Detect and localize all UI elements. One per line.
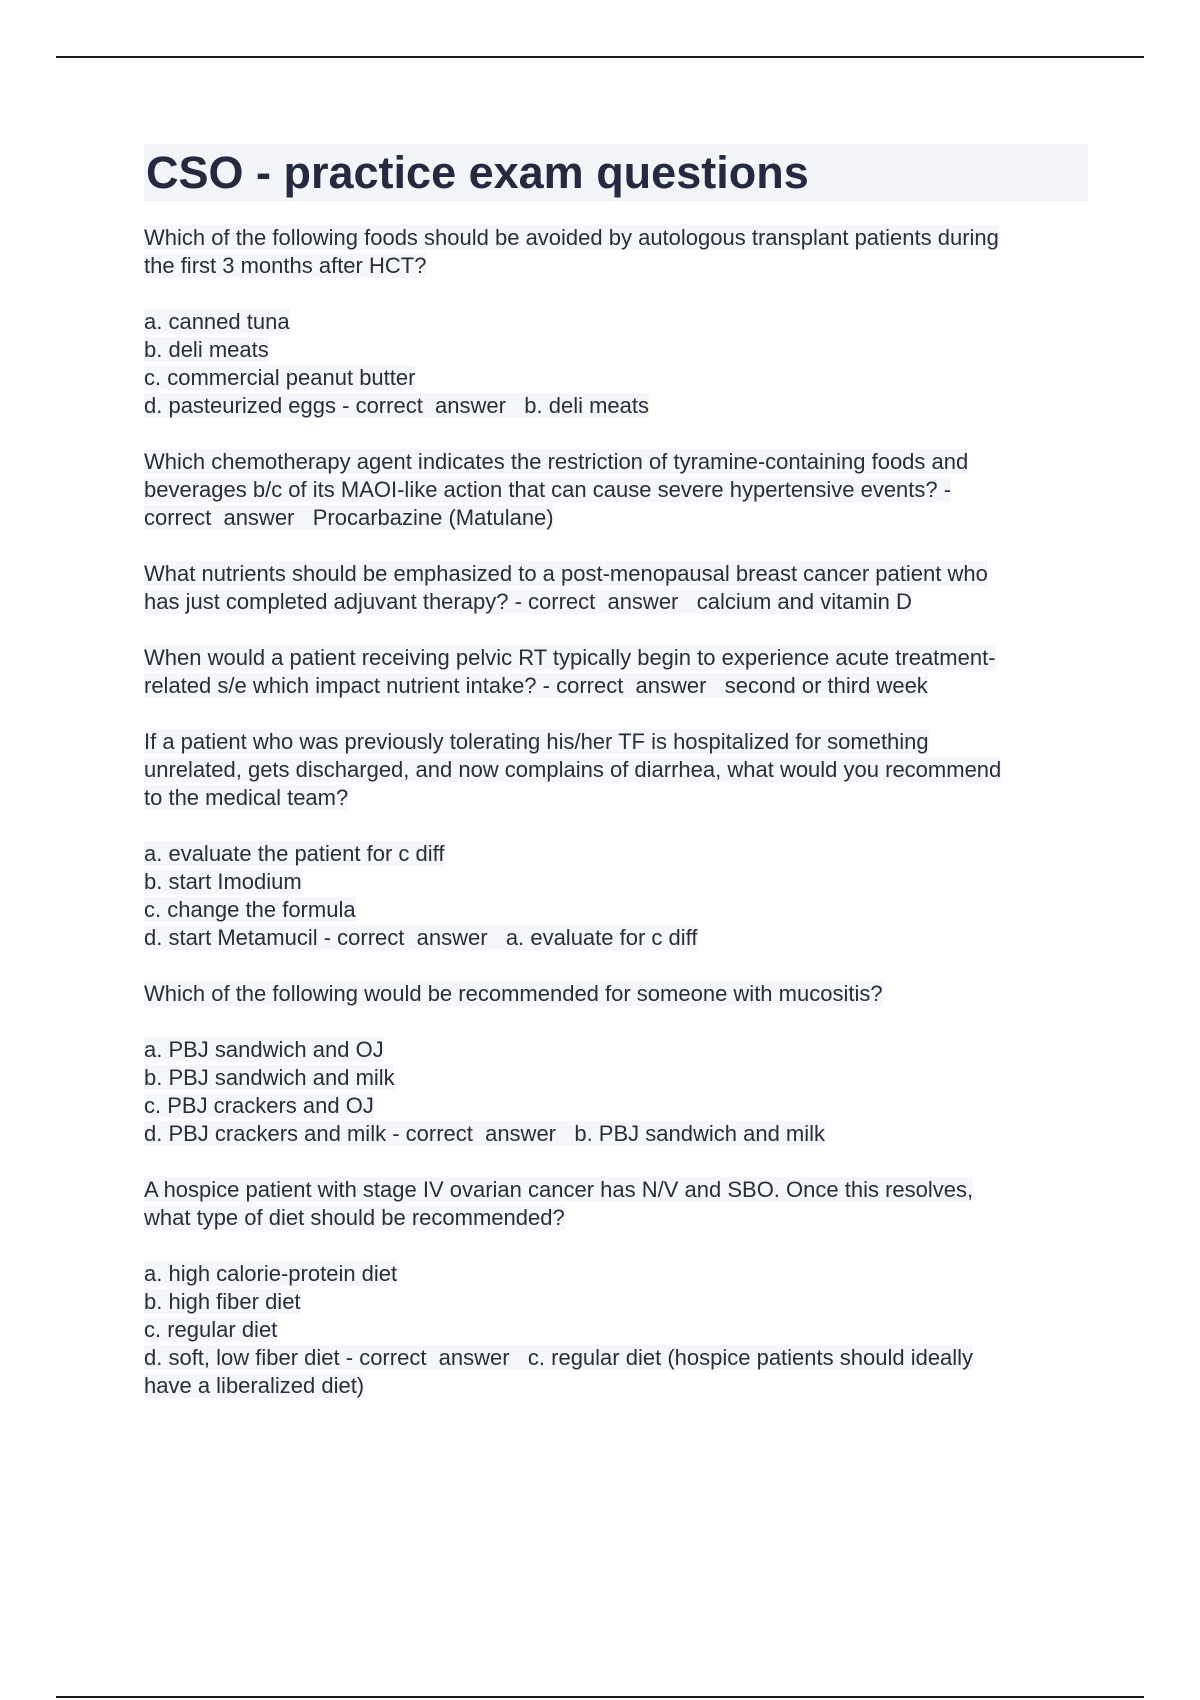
text-line [144,252,1088,280]
text-block [144,728,1088,812]
text-line-content: c. change the formula [144,897,356,922]
text-line-content: has just completed adjuvant therapy? - correct answer calcium and vitamin D [144,589,912,614]
text-line [144,868,1088,896]
text-line [144,1260,1088,1288]
text-line-content: beverages b/c of its MAOI-like action that can cause severe hypertensive events? - [144,477,952,502]
text-line [144,476,1088,504]
text-line [144,1120,1088,1148]
text-block [144,308,1088,420]
text-line [144,1064,1088,1092]
text-line [144,1036,1088,1064]
text-line-content: If a patient who was previously tolerating his/her TF is hospitalized for something [144,729,929,754]
text-line [144,1344,1088,1372]
text-line-content: Which of the following foods should be avoided by autologous transplant patients during [144,225,999,250]
text-line-content: Which chemotherapy agent indicates the restriction of tyramine-containing foods and [144,449,969,474]
text-line-content: b. start Imodium [144,869,302,894]
text-block [144,1036,1088,1148]
text-line-content: b. PBJ sandwich and milk [144,1065,395,1090]
text-line [144,308,1088,336]
text-line-content: what type of diet should be recommended? [144,1205,565,1230]
text-line-content: Which of the following would be recommended for someone with mucositis? [144,981,883,1006]
text-block [144,560,1088,616]
top-rule [56,56,1144,58]
text-line-content: related s/e which impact nutrient intake? - correct answer second or third week [144,673,928,698]
text-line-content: d. pasteurized eggs - correct answer b. deli meats [144,393,650,418]
text-line [144,644,1088,672]
text-line [144,392,1088,420]
text-line-content: the first 3 months after HCT? [144,253,427,278]
text-block [144,448,1088,532]
text-line [144,504,1088,532]
text-line [144,1204,1088,1232]
page-title: CSO - practice exam questions [144,144,1088,202]
text-line [144,364,1088,392]
text-line-content: a. evaluate the patient for c diff [144,841,445,866]
text-block [144,980,1088,1008]
text-line [144,784,1088,812]
text-line [144,336,1088,364]
text-line [144,672,1088,700]
text-line-content: have a liberalized diet) [144,1373,365,1398]
text-line-content: correct answer Procarbazine (Matulane) [144,505,554,530]
text-line-content: c. PBJ crackers and OJ [144,1093,374,1118]
text-line [144,896,1088,924]
text-line [144,1316,1088,1344]
text-line [144,924,1088,952]
text-line-content: b. high fiber diet [144,1289,301,1314]
text-line-content: a. PBJ sandwich and OJ [144,1037,384,1062]
text-line [144,560,1088,588]
text-line [144,756,1088,784]
bottom-rule [56,1696,1144,1698]
text-line-content: When would a patient receiving pelvic RT typically begin to experience acute treatment- [144,645,996,670]
text-block [144,224,1088,280]
text-line [144,840,1088,868]
question-list [144,224,1088,1400]
text-line-content: c. commercial peanut butter [144,365,416,390]
text-line-content: to the medical team? [144,785,349,810]
text-line [144,728,1088,756]
document-body [144,144,1088,1428]
text-line-content: c. regular diet [144,1317,278,1342]
text-line [144,1092,1088,1120]
text-line-content: d. PBJ crackers and milk - correct answer b. PBJ sandwich and milk [144,1121,826,1146]
text-line-content: b. deli meats [144,337,269,362]
text-line [144,1288,1088,1316]
text-block [144,1260,1088,1400]
text-block [144,1176,1088,1232]
text-line-content: a. high calorie-protein diet [144,1261,398,1286]
text-line-content: A hospice patient with stage IV ovarian cancer has N/V and SBO. Once this resolves, [144,1177,974,1202]
text-line-content: unrelated, gets discharged, and now complains of diarrhea, what would you recommend [144,757,1002,782]
text-line [144,224,1088,252]
text-block [144,644,1088,700]
text-line-content: What nutrients should be emphasized to a post-menopausal breast cancer patient who [144,561,988,586]
text-line [144,1372,1088,1400]
text-line [144,980,1088,1008]
text-line-content: d. start Metamucil - correct answer a. evaluate for c diff [144,925,698,950]
text-line-content: a. canned tuna [144,309,290,334]
text-line-content: d. soft, low fiber diet - correct answer c. regular diet (hospice patients should ideally [144,1345,974,1370]
text-line [144,1176,1088,1204]
text-line [144,448,1088,476]
text-line [144,588,1088,616]
text-block [144,840,1088,952]
